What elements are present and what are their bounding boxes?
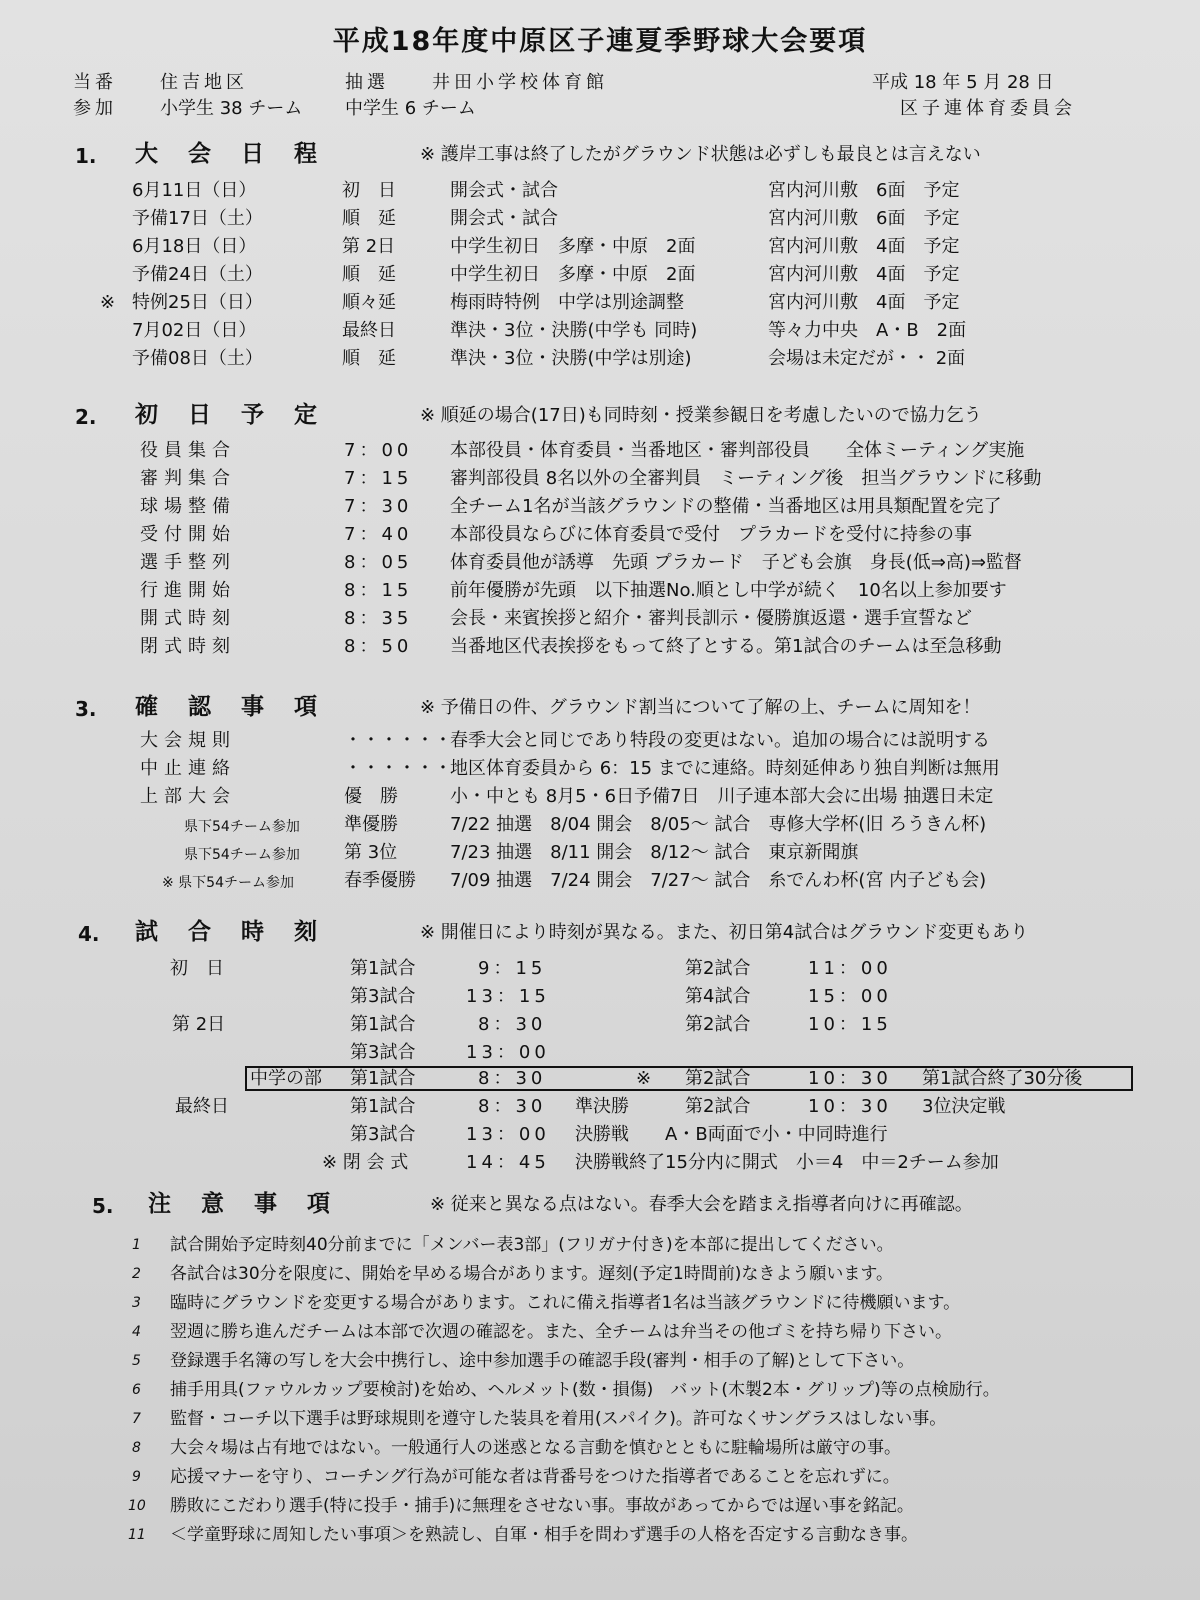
game-label: 第1試合 (350, 1096, 416, 1117)
first-day-time: 8：50 (344, 636, 413, 657)
duty-value: 住吉地区 (160, 72, 248, 93)
section-note: ※ 予備日の件、グラウンド割当について了解の上、チームに周知を！ (420, 697, 981, 718)
caution-number: 6 (132, 1382, 141, 1398)
confirm-desc: 小・中とも 8月5・6日予備7日 川子連本部大会に出場 抽選日未定 (450, 786, 994, 807)
schedule-venue: 宮内河川敷 4面 予定 (768, 264, 960, 285)
caution-item: 試合開始予定時刻40分前までに「メンバー表3部」(フリガナ付き)を本部に提出してください。 (170, 1235, 894, 1255)
game-time: 10：15 (808, 1014, 892, 1035)
schedule-mark: ※ (100, 292, 116, 313)
first-day-time: 7：15 (344, 468, 413, 489)
first-day-desc: 前年優勝が先頭 以下抽選No.順とし中学が続く 10名以上参加要す (450, 580, 1007, 601)
document-title: 平成18年度中原区子連夏季野球大会要項 (332, 26, 868, 57)
schedule-date: 予備24日（土） (132, 264, 263, 285)
first-day-label: 行進開始 (140, 580, 236, 601)
caution-item: 臨時にグラウンドを変更する場合があります。これに備え指導者1名は当該グラウンドに待機願います。 (170, 1293, 961, 1313)
schedule-event: 中学生初日 多摩・中原 2面 (450, 264, 696, 285)
game-time: 9：15 (478, 958, 547, 979)
schedule-day: 順 延 (342, 348, 396, 369)
caution-number: 8 (132, 1440, 141, 1456)
game-time: 11：00 (808, 958, 892, 979)
day-label: 初 日 (170, 958, 224, 979)
confirm-leader: ・・・・・・ (344, 758, 452, 779)
schedule-event: 開会式・試合 (450, 180, 558, 201)
game-note: 決勝戦 A・B両面で小・中同時進行 (575, 1124, 888, 1145)
first-day-time: 8：05 (344, 552, 413, 573)
game-label: 第1試合 (350, 1068, 416, 1089)
section-number: 2. (75, 405, 97, 429)
caution-number: 11 (128, 1527, 146, 1543)
schedule-date: 7月02日（日） (132, 320, 257, 341)
game-label: 第2試合 (685, 958, 751, 979)
junior-division-label: 中学の部 (250, 1068, 322, 1089)
game-time: 8：30 (478, 1014, 547, 1035)
caution-number: 9 (132, 1469, 141, 1485)
first-day-desc: 本部役員ならびに体育委員で受付 プラカードを受付に持参の事 (450, 524, 972, 545)
game-time: 13：15 (466, 986, 550, 1007)
game-time: 15：00 (808, 986, 892, 1007)
game-label: 第3試合 (350, 986, 416, 1007)
section-title: 確認事項 (135, 694, 347, 720)
game-time: 8：30 (478, 1068, 547, 1089)
caution-item: 登録選手名簿の写しを大会中携行し、途中参加選手の確認手段(審判・相手の了解)として下さい。 (170, 1351, 915, 1371)
caution-item: 翌週に勝ち進んだチームは本部で次週の確認を。また、全チームは弁当その他ゴミを持ち帰り下さい。 (170, 1322, 952, 1342)
schedule-day: 順 延 (342, 264, 396, 285)
schedule-date: 6月18日（日） (132, 236, 257, 257)
caution-item: ＜学童野球に周知したい事項＞を熟読し、自軍・相手を問わず選手の人格を否定する言動なき事。 (170, 1525, 918, 1545)
game-time: 10：30 (808, 1096, 892, 1117)
schedule-date: 特例25日（日） (132, 292, 263, 313)
caution-number: 10 (128, 1498, 146, 1514)
section-note: ※ 開催日により時刻が異なる。また、初日第4試合はグラウンド変更もあり (420, 922, 1029, 943)
game-note: 決勝戦終了15分内に開式 小＝4 中＝2チーム参加 (575, 1152, 999, 1173)
schedule-event: 開会式・試合 (450, 208, 558, 229)
prefecture-rank: 春季優勝 (344, 870, 416, 891)
schedule-event: 梅雨時特例 中学は別途調整 (450, 292, 684, 313)
schedule-date: 予備08日（土） (132, 348, 263, 369)
first-day-desc: 体育委員他が誘導 先頭 プラカード 子ども会旗 身長(低⇒高)⇒監督 (450, 552, 1022, 573)
caution-number: 3 (132, 1295, 141, 1311)
caution-item: 勝敗にこだわり選手(特に投手・捕手)に無理をさせない事。事故があってからでは遅い事を銘記。 (170, 1496, 914, 1516)
first-day-time: 7：40 (344, 524, 413, 545)
prefecture-label: ※ 県下54チーム参加 (162, 875, 294, 891)
section-number: 5. (92, 1194, 114, 1218)
section-number: 4. (78, 922, 100, 946)
junior-count: 中学生 6 チーム (345, 98, 476, 119)
first-day-desc: 本部役員・体育委員・当番地区・審判部役員 全体ミーティング実施 (450, 440, 1025, 461)
first-day-time: 8：15 (344, 580, 413, 601)
schedule-day: 初 日 (342, 180, 396, 201)
game-time: 13：00 (466, 1124, 550, 1145)
section-title: 大会日程 (135, 141, 347, 167)
game-note: 3位決定戦 (922, 1096, 1006, 1117)
confirm-leader: ・・・・・・ (344, 730, 452, 751)
prefecture-desc: 7/22 抽選 8/04 開会 8/05～ 試合 専修大学杯(旧 ろうきん杯) (450, 814, 987, 835)
schedule-venue: 会場は未定だが・・ 2面 (768, 348, 966, 369)
first-day-desc: 全チーム1名が当該グラウンドの整備・当番地区は用具類配置を完了 (450, 496, 1002, 517)
game-time: 13：00 (466, 1042, 550, 1063)
prefecture-label: 県下54チーム参加 (184, 819, 300, 835)
prefecture-rank: 準優勝 (344, 814, 398, 835)
caution-item: 応援マナーを守り、コーチング行為が可能な者は背番号をつけた指導者であることを忘れずに。 (170, 1467, 900, 1487)
section-note: ※ 順延の場合(17日)も同時刻・授業参観日を考慮したいので協力乞う (420, 405, 982, 426)
schedule-day: 第 2日 (342, 236, 396, 257)
game-label: 第3試合 (350, 1124, 416, 1145)
first-day-time: 7：30 (344, 496, 413, 517)
schedule-venue: 宮内河川敷 4面 予定 (768, 236, 960, 257)
duty-label: 当番 (73, 72, 117, 93)
confirm-label: 大会規則 (140, 730, 236, 751)
first-day-desc: 審判部役員 8名以外の全審判員 ミーティング後 担当グラウンドに移動 (450, 468, 1042, 489)
caution-number: 1 (132, 1237, 141, 1253)
schedule-day: 順々延 (342, 292, 396, 313)
elementary-count: 小学生 38 チーム (160, 98, 303, 119)
participate-label: 参加 (73, 98, 117, 119)
issue-date: 平成 18 年 5 月 28 日 (872, 72, 1054, 93)
confirm-desc: 地区体育委員から 6：15 までに連絡。時刻延伸あり独自判断は無用 (450, 758, 1000, 779)
schedule-venue: 宮内河川敷 4面 予定 (768, 292, 960, 313)
schedule-event: 準決・3位・決勝(中学は別途) (450, 348, 692, 369)
section-note: ※ 従来と異なる点はない。春季大会を踏まえ指導者向けに再確認。 (430, 1194, 973, 1215)
schedule-event: 中学生初日 多摩・中原 2面 (450, 236, 696, 257)
prefecture-desc: 7/23 抽選 8/11 開会 8/12～ 試合 東京新聞旗 (450, 842, 859, 863)
schedule-venue: 宮内河川敷 6面 予定 (768, 180, 960, 201)
caution-item: 捕手用具(ファウルカップ要検討)を始め、ヘルメット(数・損傷) バット(木製2本・グリップ)等の点検励行。 (170, 1380, 1000, 1400)
schedule-event: 準決・3位・決勝(中学も 同時) (450, 320, 698, 341)
game-label: 第3試合 (350, 1042, 416, 1063)
confirm-label: 上部大会 (140, 786, 236, 807)
section-note: ※ 護岸工事は終了したがグラウンド状態は必ずしも最良とは言えない (420, 144, 981, 165)
game-note: 第1試合終了30分後 (922, 1068, 1083, 1089)
game-label: 第1試合 (350, 958, 416, 979)
prefecture-label: 県下54チーム参加 (184, 847, 300, 863)
confirm-rank: 優 勝 (344, 786, 398, 807)
game-time: 14：45 (466, 1152, 550, 1173)
lottery-value: 井田小学校体育館 (432, 72, 608, 93)
game-time: 10：30 (808, 1068, 892, 1089)
caution-number: 4 (132, 1324, 141, 1340)
first-day-time: 7：00 (344, 440, 413, 461)
game-label: 第2試合 (685, 1096, 751, 1117)
note-mark: ※ (636, 1068, 652, 1089)
first-day-label: 審判集合 (140, 468, 236, 489)
caution-number: 5 (132, 1353, 141, 1369)
lottery-label: 抽選 (345, 72, 389, 93)
schedule-venue: 宮内河川敷 6面 予定 (768, 208, 960, 229)
section-number: 1. (75, 144, 97, 168)
schedule-date: 6月11日（日） (132, 180, 257, 201)
first-day-label: 閉式時刻 (140, 636, 236, 657)
section-title: 初日予定 (135, 402, 347, 428)
schedule-venue: 等々力中央 A・B 2面 (768, 320, 967, 341)
first-day-desc: 会長・来賓挨拶と紹介・審判長訓示・優勝旗返還・選手宣誓など (450, 608, 972, 629)
organizer: 区子連体育委員会 (900, 98, 1076, 119)
first-day-desc: 当番地区代表挨拶をもって終了とする。第1試合のチームは至急移動 (450, 636, 1002, 657)
first-day-label: 役員集合 (140, 440, 236, 461)
prefecture-rank: 第 3位 (344, 842, 398, 863)
day-label: 第 2日 (172, 1014, 226, 1035)
game-label: 第4試合 (685, 986, 751, 1007)
first-day-label: 球場整備 (140, 496, 236, 517)
caution-item: 各試合は30分を限度に、開始を早める場合があります。遅刻(予定1時間前)なきよう願います。 (170, 1264, 893, 1284)
game-label: 第1試合 (350, 1014, 416, 1035)
prefecture-desc: 7/09 抽選 7/24 開会 7/27～ 試合 糸でんわ杯(宮 内子ども会) (450, 870, 987, 891)
caution-number: 7 (132, 1411, 141, 1427)
game-time: 8：30 (478, 1096, 547, 1117)
section-title: 試合時刻 (135, 919, 347, 945)
first-day-label: 受付開始 (140, 524, 236, 545)
schedule-day: 最終日 (342, 320, 396, 341)
game-label: 第2試合 (685, 1014, 751, 1035)
game-note: 準決勝 (575, 1096, 629, 1117)
first-day-time: 8：35 (344, 608, 413, 629)
section-number: 3. (75, 697, 97, 721)
game-label: 第2試合 (685, 1068, 751, 1089)
confirm-label: 中止連絡 (140, 758, 236, 779)
caution-number: 2 (132, 1266, 141, 1282)
closing-ceremony-label: ※ 閉 会 式 (322, 1152, 409, 1173)
day-label: 最終日 (175, 1096, 229, 1117)
schedule-date: 予備17日（土） (132, 208, 263, 229)
first-day-label: 開式時刻 (140, 608, 236, 629)
section-title: 注意事項 (148, 1191, 360, 1217)
caution-item: 大会々場は占有地ではない。一般通行人の迷惑となる言動を慎むとともに駐輪場所は厳守の事。 (170, 1438, 901, 1458)
first-day-label: 選手整列 (140, 552, 236, 573)
confirm-desc: 春季大会と同じであり特段の変更はない。追加の場合には説明する (450, 730, 990, 751)
caution-item: 監督・コーチ以下選手は野球規則を遵守した装具を着用(スパイク)。許可なくサングラスはしない事。 (170, 1409, 947, 1429)
schedule-day: 順 延 (342, 208, 396, 229)
